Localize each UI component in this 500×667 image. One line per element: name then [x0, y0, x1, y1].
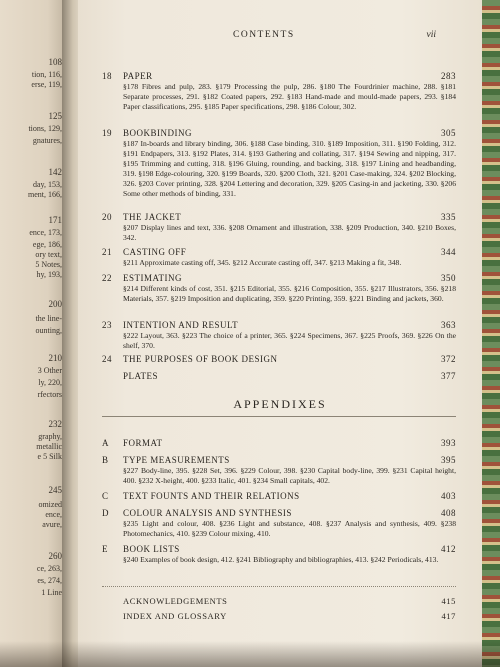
chapter-title: CASTING OFF [123, 247, 187, 257]
chapter-page: 335 [441, 212, 456, 222]
chapter-page: 344 [441, 247, 456, 257]
left-page-number: 245 [48, 485, 62, 495]
left-page-text: ce, 263, [36, 564, 62, 573]
appendix-a [102, 438, 456, 449]
left-page-text: 5 Notes, [35, 260, 62, 269]
appendix-title: TYPE MEASUREMENTS [123, 455, 230, 465]
left-page-number: 260 [48, 551, 62, 561]
chapter-title: PLATES [123, 371, 159, 381]
appendix-title: COLOUR ANALYSIS AND SYNTHESIS [123, 508, 292, 518]
appendix-page: 393 [441, 438, 456, 448]
chapter-title: ESTIMATING [123, 273, 182, 283]
chapter-21 [102, 247, 456, 268]
chapter-18 [102, 71, 456, 112]
chapter-page: 363 [441, 320, 456, 330]
entry-title: ACKNOWLEDGEMENTS [123, 596, 228, 606]
appendix-title: BOOK LISTS [123, 544, 180, 554]
chapter-24 [102, 354, 456, 365]
running-header [78, 30, 482, 42]
chapter-sections: §222 Layout, 363. §223 The choice of a printer, 365. §224 Specimens, 367. §225 Proofs, 369. §226 On the shelf, 370. [123, 331, 456, 350]
left-page-text: hy, 193, [36, 270, 62, 279]
left-page-text: 3 Other [37, 366, 62, 375]
left-page-number: 232 [48, 419, 62, 429]
appendix-title: FORMAT [123, 438, 163, 448]
chapter-title: PAPER [123, 71, 153, 81]
appendix-page: 395 [441, 455, 456, 465]
chapter-19 [102, 128, 456, 199]
left-page-text: ment, 166, [28, 190, 62, 199]
left-page-number: 108 [48, 57, 62, 67]
chapter-sections: §207 Display lines and text, 336. §208 Ornament and illustration, 338. §209 Production, 340. §210 Boxes, 342. [123, 223, 456, 242]
divider [102, 586, 456, 587]
entry-title: INDEX AND GLOSSARY [123, 611, 227, 621]
appendix-title: TEXT FOUNTS AND THEIR RELATIONS [123, 491, 300, 501]
chapter-sections: §211 Approximate casting off, 345. §212 Accurate casting off, 347. §213 Making a fit, 348. [123, 258, 402, 267]
left-page-text: day, 153, [32, 180, 62, 189]
appendix-d [102, 508, 456, 539]
divider [102, 416, 456, 417]
shadow [0, 641, 500, 667]
chapter-number: 20 [102, 212, 112, 222]
appendix-letter: A [102, 438, 109, 448]
left-page-text: metallic [36, 442, 62, 451]
appendix-letter: D [102, 508, 109, 518]
chapter-page: 372 [441, 354, 456, 364]
left-page-text: e 5 Silk [37, 452, 62, 461]
left-page-number: 142 [48, 167, 62, 177]
left-page-number: 200 [48, 299, 62, 309]
chapter-number: 18 [102, 71, 112, 81]
chapter-page: 377 [441, 371, 456, 381]
left-page-text: ence, 173, [29, 228, 62, 237]
left-page-text: avure, [42, 520, 62, 529]
index-entry [123, 611, 456, 621]
appendix-b [102, 455, 456, 486]
page-title: CONTENTS [233, 30, 295, 40]
left-page-number: 125 [48, 111, 62, 121]
entry-page: 415 [441, 596, 456, 606]
acknowledgements-entry [123, 596, 456, 606]
left-page [0, 0, 68, 667]
left-page-text: tion, 116, [31, 70, 62, 79]
chapter-page: 305 [441, 128, 456, 138]
appendix-letter: C [102, 491, 109, 501]
appendix-letter: E [102, 544, 108, 554]
chapter-sections: §187 In-boards and library binding, 306. §188 Case binding, 310. §189 Imposition, 311. §190 Folding, 312. §191 Endpapers, 313. §192 Plates, 314. §193 Gathering and collating, 317. §194 Sewing and nipping, 317. §195 Trimming and cutting, 318. §196 Gluing, rounding, and backing, 318. §197 Lining and headbanding, 319. §198 Edge-colouring, 320. §199 Boards, 320. §200 Cloth, 321. §201 Case-making, 324. §202 Blocking, 326. §203 Cover printing, 328. §204 Lettering and decoration, 329. §205 Casing-in and jacketing, 330. §206 Some other methods of binding, 331. [123, 139, 456, 198]
chapter-22 [102, 273, 456, 304]
chapter-number: 23 [102, 320, 112, 330]
left-page-text: rfectors [37, 390, 62, 399]
chapter-number: 21 [102, 247, 112, 257]
left-page-text: 1 Line [41, 588, 62, 597]
chapter-20 [102, 212, 456, 243]
chapter-sections: §178 Fibres and pulp, 283. §179 Processing the pulp, 286. §180 The Fourdrinier machine, 288. §181 Separate processes, 291. §182 Coated papers, 292. §183 Hand-made and mould-made papers, 293. §184 Paper classifications, 295. §185 Paper specifications, 298. §186 Colour, 302. [123, 82, 456, 111]
chapter-number: 19 [102, 128, 112, 138]
left-page-text: ly, 220, [38, 378, 62, 387]
appendix-sections: §235 Light and colour, 408. §236 Light and substance, 408. §237 Analysis and synthesis, 409. §238 Photomechanics, 410. §239 Colour mixing, 410. [123, 519, 456, 538]
chapter-title: INTENTION AND RESULT [123, 320, 239, 330]
chapter-page: 350 [441, 273, 456, 283]
chapter-number: 22 [102, 273, 112, 283]
chapter-number: 24 [102, 354, 112, 364]
appendix-page: 408 [441, 508, 456, 518]
left-page-text: omized [38, 500, 62, 509]
chapter-sections: §214 Different kinds of cost, 351. §215 Editorial, 355. §216 Composition, 355. §217 Illustrators, 356. §218 Materials, 357. §219 Imposition and duplicating, 359. §220 Printing, 359. §221 Binding and jackets, 360. [123, 284, 456, 303]
left-page-text: ege, 186, [32, 240, 62, 249]
appendix-sections: §227 Body-line, 395. §228 Set, 396. §229 Colour, 398. §230 Capital body-line, 399. §231 Capital height, 400. §232 X-height, 400. §233 Italic, 401. §234 Small capitals, 402. [123, 466, 456, 485]
left-page-text: the line- [35, 314, 62, 323]
appendix-sections: §240 Examples of book design, 412. §241 Bibliography and bibliographies, 413. §242 Periodicals, 413. [123, 555, 439, 564]
contents-page [78, 0, 482, 667]
left-page-text: ory text, [35, 250, 62, 259]
left-page-text: tions, 129, [28, 124, 62, 133]
chapter-title: THE PURPOSES OF BOOK DESIGN [123, 354, 278, 364]
chapter-23 [102, 320, 456, 351]
chapter-page: 283 [441, 71, 456, 81]
chapter-title: BOOKBINDING [123, 128, 192, 138]
appendixes-heading: APPENDIXES [233, 397, 327, 411]
appendix-page: 403 [441, 491, 456, 501]
left-page-number: 171 [48, 215, 62, 225]
chapter-title: THE JACKET [123, 212, 182, 222]
left-page-text: gnatures, [32, 136, 62, 145]
book-binding [482, 0, 500, 667]
appendix-c [102, 491, 456, 502]
entry-page: 417 [441, 611, 456, 621]
page-number: vii [426, 30, 436, 40]
appendix-letter: B [102, 455, 109, 465]
appendix-page: 412 [441, 544, 456, 554]
left-page-text: ounting, [35, 326, 62, 335]
plates-entry [102, 371, 456, 382]
appendix-e [102, 544, 456, 565]
left-page-text: graphy, [38, 432, 62, 441]
left-page-text: ence, [45, 510, 62, 519]
left-page-number: 210 [48, 353, 62, 363]
left-page-text: erse, 119, [31, 80, 62, 89]
left-page-text: es, 274, [37, 576, 62, 585]
